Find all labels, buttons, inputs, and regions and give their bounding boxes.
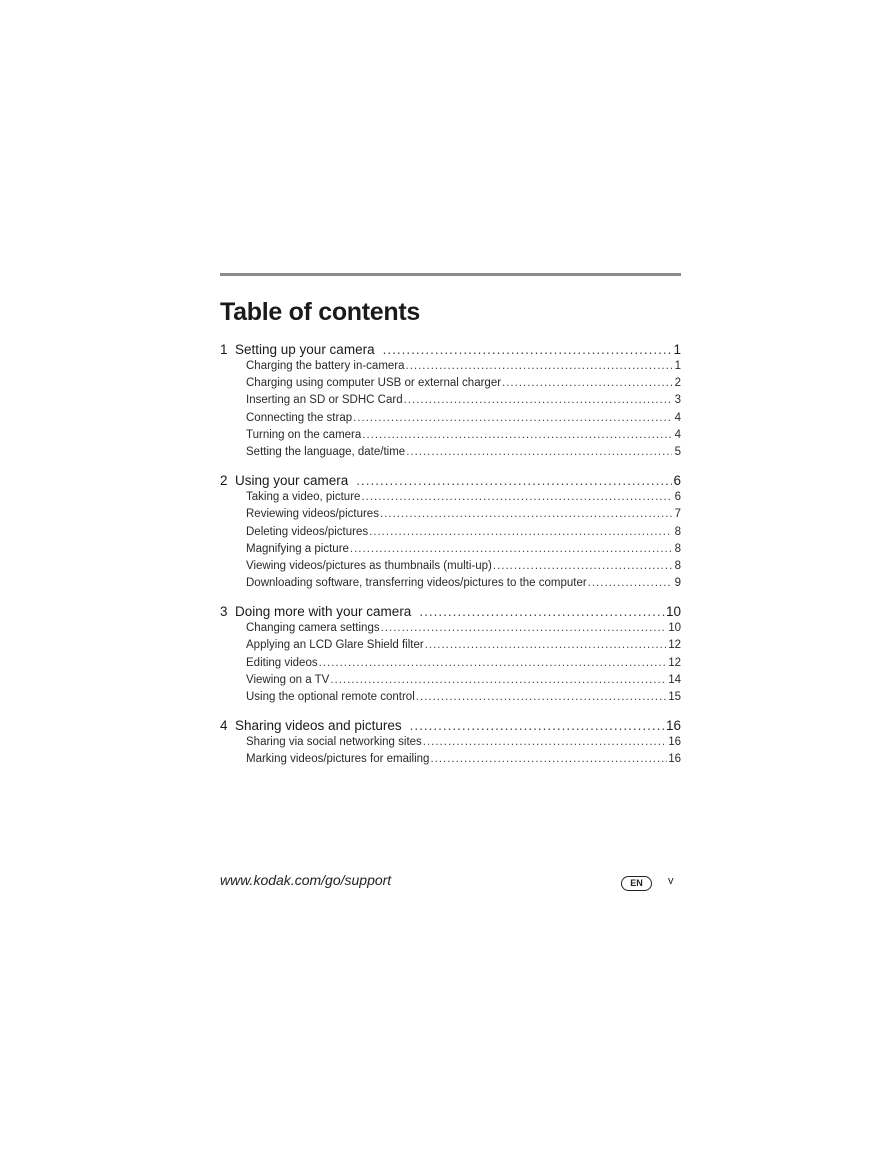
entry-page-number: 8: [674, 559, 681, 572]
dot-leader: [362, 427, 672, 444]
toc-entry[interactable]: [220, 427, 681, 444]
toc-entry[interactable]: [220, 751, 681, 768]
entry-title: Applying an LCD Glare Shield filter: [246, 639, 424, 652]
entry-page-number: 12: [668, 656, 681, 669]
entry-title: Inserting an SD or SDHC Card: [246, 394, 403, 407]
toc-chapter-3: [220, 603, 681, 706]
entry-page-number: 16: [668, 736, 681, 749]
toc-entry[interactable]: [220, 444, 681, 461]
dot-leader: [430, 751, 667, 768]
entry-page-number: 9: [674, 577, 681, 590]
dot-leader: [406, 444, 672, 461]
toc-entry[interactable]: [220, 358, 681, 375]
chapter-row[interactable]: [220, 717, 681, 734]
entry-title: Connecting the strap: [246, 411, 353, 424]
toc-entry[interactable]: [220, 541, 681, 558]
chapter-number: 4: [220, 718, 228, 734]
chapter-row[interactable]: [220, 603, 681, 620]
toc-page: [220, 273, 681, 780]
toc-entry[interactable]: [220, 524, 681, 541]
entry-page-number: 4: [674, 428, 681, 441]
entry-title: Deleting videos/pictures: [246, 525, 369, 538]
entry-title: Setting the language, date/time: [246, 445, 406, 458]
toc-entry[interactable]: [220, 672, 681, 689]
entry-page-number: 5: [674, 445, 681, 458]
toc-entry[interactable]: [220, 558, 681, 575]
toc-entry[interactable]: [220, 575, 681, 592]
toc-entry[interactable]: [220, 637, 681, 654]
chapter-title: Doing more with your camera: [235, 604, 412, 620]
toc-entry[interactable]: [220, 655, 681, 672]
dot-leader: [361, 489, 672, 506]
entry-title: Marking videos/pictures for emailing: [246, 753, 430, 766]
chapter-number: 2: [220, 473, 228, 489]
entry-page-number: 2: [674, 377, 681, 390]
entry-page-number: 7: [674, 508, 681, 521]
dot-leader: [356, 472, 672, 489]
dot-leader: [493, 558, 672, 575]
entry-title: Charging the battery in-camera: [246, 360, 405, 372]
entry-title: Sharing via social networking sites: [246, 736, 422, 749]
entry-page-number: 14: [668, 673, 681, 686]
chapter-page-number: 16: [665, 718, 681, 734]
toc-chapter-4: [220, 717, 681, 768]
entry-title: Changing camera settings: [246, 622, 380, 635]
chapter-title: Using your camera: [235, 473, 349, 489]
dot-leader: [588, 575, 672, 592]
entry-page-number: 16: [668, 753, 681, 766]
dot-leader: [406, 358, 672, 375]
entry-title: Viewing on a TV: [246, 673, 330, 686]
dot-leader: [330, 672, 667, 689]
entry-title: Viewing videos/pictures as thumbnails (multi-up): [246, 559, 492, 572]
chapter-number: 1: [220, 342, 228, 357]
entry-title: Reviewing videos/pictures: [246, 508, 379, 521]
language-badge: EN: [621, 876, 652, 891]
entry-page-number: 15: [668, 691, 681, 703]
dot-leader: [410, 717, 665, 734]
chapter-title: Sharing videos and pictures: [235, 718, 402, 734]
entry-page-number: 10: [668, 622, 681, 635]
dot-leader: [353, 410, 672, 427]
dot-leader: [383, 341, 672, 358]
dot-leader: [381, 620, 668, 637]
entry-title: Using the optional remote control: [246, 691, 415, 703]
dot-leader: [502, 375, 672, 392]
dot-leader: [419, 603, 665, 620]
toc-entry[interactable]: [220, 392, 681, 409]
top-rule: [220, 273, 681, 276]
toc-entry[interactable]: [220, 489, 681, 506]
page-title: Table of contents: [220, 298, 421, 326]
entry-page-number: 8: [674, 525, 681, 538]
support-url-link[interactable]: www.kodak.com/go/support: [220, 872, 392, 888]
dot-leader: [404, 392, 672, 409]
dot-leader: [319, 655, 668, 672]
chapter-page-number: 6: [673, 473, 681, 489]
dot-leader: [425, 637, 668, 654]
entry-title: Charging using computer USB or external charger: [246, 377, 502, 390]
toc-list: [220, 341, 681, 769]
dot-leader: [416, 689, 667, 706]
entry-page-number: 3: [674, 394, 681, 407]
entry-page-number: 4: [674, 411, 681, 424]
entry-title: Turning on the camera: [246, 428, 362, 441]
toc-entry[interactable]: [220, 689, 681, 706]
page-footer: [220, 872, 681, 892]
entry-page-number: 12: [668, 639, 681, 652]
dot-leader: [423, 734, 667, 751]
entry-title: Downloading software, transferring videos/pictures to the computer: [246, 577, 587, 590]
entry-title: Editing videos: [246, 656, 318, 669]
page-number: v: [668, 875, 674, 887]
dot-leader: [350, 541, 672, 558]
toc-entry[interactable]: [220, 375, 681, 392]
entry-title: Taking a video, picture: [246, 491, 361, 504]
toc-chapter-2: [220, 472, 681, 592]
dot-leader: [380, 506, 672, 523]
chapter-page-number: 1: [673, 342, 681, 357]
chapter-row[interactable]: [220, 472, 681, 489]
toc-entry[interactable]: [220, 410, 681, 427]
toc-entry[interactable]: [220, 620, 681, 637]
entry-page-number: 6: [674, 491, 681, 504]
dot-leader: [369, 524, 672, 541]
entry-page-number: 8: [674, 542, 681, 555]
toc-entry[interactable]: [220, 506, 681, 523]
chapter-number: 3: [220, 604, 228, 620]
chapter-row[interactable]: [220, 341, 681, 358]
toc-entry[interactable]: [220, 734, 681, 751]
chapter-title: Setting up your camera: [235, 342, 375, 357]
chapter-page-number: 10: [665, 604, 681, 620]
toc-chapter-1: [220, 341, 681, 461]
entry-title: Magnifying a picture: [246, 542, 349, 555]
entry-page-number: 1: [674, 360, 681, 372]
